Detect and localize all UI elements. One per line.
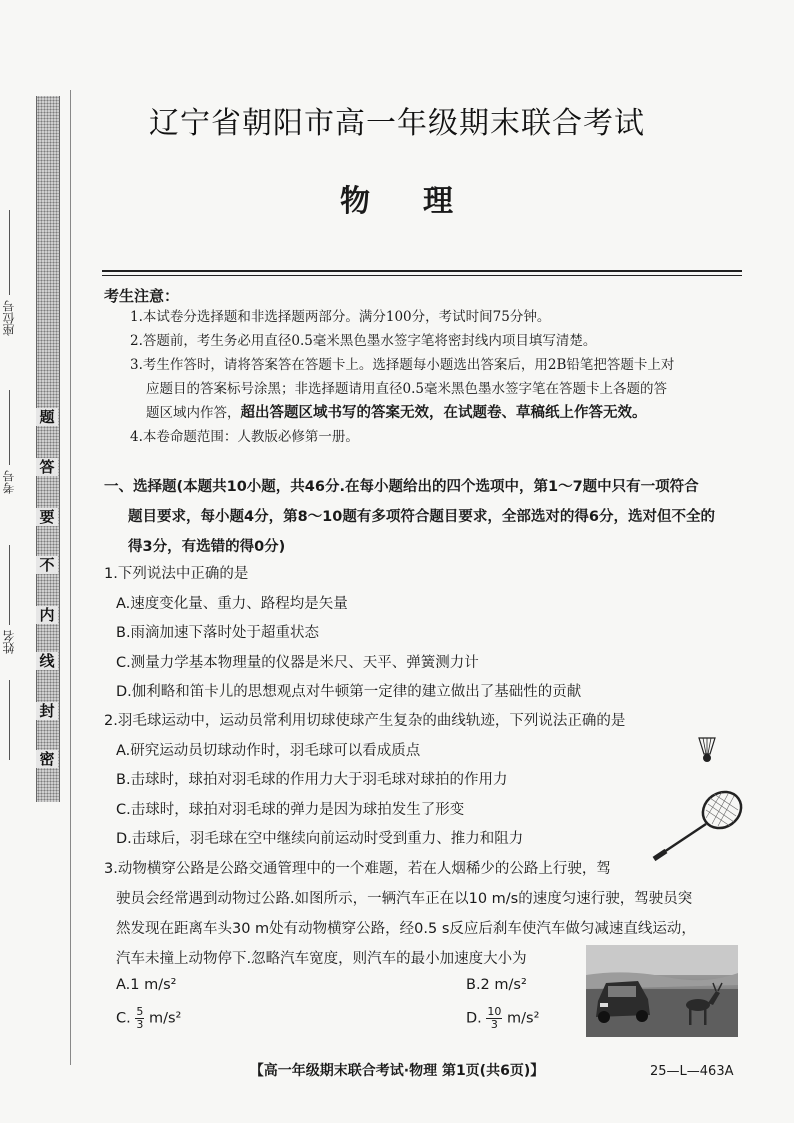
notice-list xyxy=(130,305,750,449)
numerator: 10 xyxy=(487,1005,502,1018)
question-2-option: C.击球时，球拍对羽毛球的弹力是因为球拍发生了形变 xyxy=(116,802,465,818)
name-line xyxy=(9,545,10,625)
seal-char: 线 xyxy=(36,652,58,670)
seal-char: 内 xyxy=(36,606,58,624)
denominator: 3 xyxy=(490,1018,498,1031)
question-3-option-a: A.1 m/s² xyxy=(116,977,177,993)
fraction xyxy=(486,1006,502,1031)
page-footer: 【高一年级期末联合考试·物理 第1页(共6页)】 xyxy=(249,1063,545,1079)
section-line: 得3分，有选错的得0分) xyxy=(128,539,286,555)
name-line-lower xyxy=(9,680,10,760)
car-deer-illustration xyxy=(586,945,738,1037)
option-d-unit: m/s² xyxy=(507,1010,540,1027)
question-1-option: B.雨滴加速下落时处于超重状态 xyxy=(116,625,320,641)
seal-char: 题 xyxy=(36,408,58,426)
notice-item: 4.本卷命题范围：人教版必修第一册。 xyxy=(130,429,359,445)
shuttlecock-icon xyxy=(696,736,718,764)
section-line: 一、选择题(本题共10小题，共46分.在每小题给出的四个选项中，第1～7题中只有一项符合 xyxy=(104,479,699,495)
notice-item: 题区域内作答， xyxy=(146,405,241,421)
question-2-option: B.击球时，球拍对羽毛球的作用力大于羽毛球对球拍的作用力 xyxy=(116,772,508,788)
seat-number-line xyxy=(9,210,10,295)
seal-char: 封 xyxy=(36,702,58,720)
seal-char: 密 xyxy=(36,750,58,768)
question-2-option: A.研究运动员切球动作时，羽毛球可以看成质点 xyxy=(116,743,421,759)
header-rule-thin xyxy=(102,275,742,276)
seal-char: 答 xyxy=(36,458,58,476)
subject-char: 理 xyxy=(423,184,454,219)
exam-number-line xyxy=(9,390,10,465)
exam-number-field: 考号 xyxy=(2,470,16,494)
option-c-label: C. xyxy=(116,1010,131,1027)
notice-emphasis: 超出答题区域书写的答案无效，在试题卷、草稿纸上作答无效。 xyxy=(240,405,647,421)
name-field: 姓名 xyxy=(2,630,16,654)
fraction xyxy=(135,1006,144,1031)
exam-title: 辽宁省朝阳市高一年级期末联合考试 xyxy=(149,106,645,141)
seal-char: 要 xyxy=(36,508,58,526)
numerator: 5 xyxy=(136,1005,144,1018)
question-3-option-d xyxy=(466,1006,539,1031)
denominator: 3 xyxy=(136,1018,144,1031)
question-3-option-b: B.2 m/s² xyxy=(466,977,527,993)
notice-item: 2.答题前，考生务必用直径0.5毫米黑色墨水签字笔将密封线内项目填写清楚。 xyxy=(130,333,597,349)
notice-item: 3.考生作答时，请将答案答在答题卡上。选择题每小题选出答案后，用2B铅笔把答题卡上对 xyxy=(130,357,675,373)
paper-code: 25—L—463A xyxy=(650,1064,734,1079)
question-1-stem: 1.下列说法中正确的是 xyxy=(104,566,249,582)
question-3-option-c xyxy=(116,1006,181,1031)
section-line: 题目要求，每小题4分，第8～10题有多项符合题目要求，全部选对的得6分，选对但不全的 xyxy=(128,509,715,525)
subject-char: 物 xyxy=(340,184,371,219)
seat-number-field: 座位号 xyxy=(2,300,16,336)
margin-line xyxy=(70,90,71,1065)
section-header xyxy=(104,472,750,562)
question-2-option: D.击球后，羽毛球在空中继续向前运动时受到重力、推力和阻力 xyxy=(116,831,524,847)
question-2-stem: 2.羽毛球运动中，运动员常利用切球使球产生复杂的曲线轨迹，下列说法正确的是 xyxy=(104,713,626,729)
option-c-unit: m/s² xyxy=(148,1010,182,1027)
question-3-line: 然发现在距离车头30 m处有动物横穿公路，经0.5 s反应后刹车使汽车做匀减速直线运动， xyxy=(116,921,696,937)
notice-item: 应题目的答案标号涂黑；非选择题请用直径0.5毫米黑色墨水签字笔在答题卡上各题的答 xyxy=(146,381,667,397)
seal-char: 不 xyxy=(36,556,58,574)
car-animal-photo xyxy=(586,945,738,1037)
notice-item: 1.本试卷分选择题和非选择题两部分。满分100分，考试时间75分钟。 xyxy=(130,309,551,325)
question-1-option: D.伽利略和笛卡儿的思想观点对牛顿第一定律的建立做出了基础性的贡献 xyxy=(116,684,582,700)
option-d-label: D. xyxy=(466,1010,482,1027)
question-3-line: 汽车未撞上动物停下.忽略汽车宽度，则汽车的最小加速度大小为 xyxy=(116,951,527,967)
racket-icon xyxy=(648,784,748,864)
subject-title xyxy=(0,176,794,220)
question-1-option: A.速度变化量、重力、路程均是矢量 xyxy=(116,596,348,612)
question-3-line: 驶员会经常遇到动物过公路.如图所示，一辆汽车正在以10 m/s的速度匀速行驶，驾驶员突 xyxy=(116,891,693,907)
question-1-option: C.测量力学基本物理量的仪器是米尺、天平、弹簧测力计 xyxy=(116,655,479,671)
notice-heading: 考生注意： xyxy=(104,287,180,305)
notice-item-line xyxy=(146,401,750,425)
question-3-line: 3.动物横穿公路是公路交通管理中的一个难题，若在人烟稀少的公路上行驶，驾 xyxy=(104,861,611,877)
header-rule xyxy=(102,270,742,272)
